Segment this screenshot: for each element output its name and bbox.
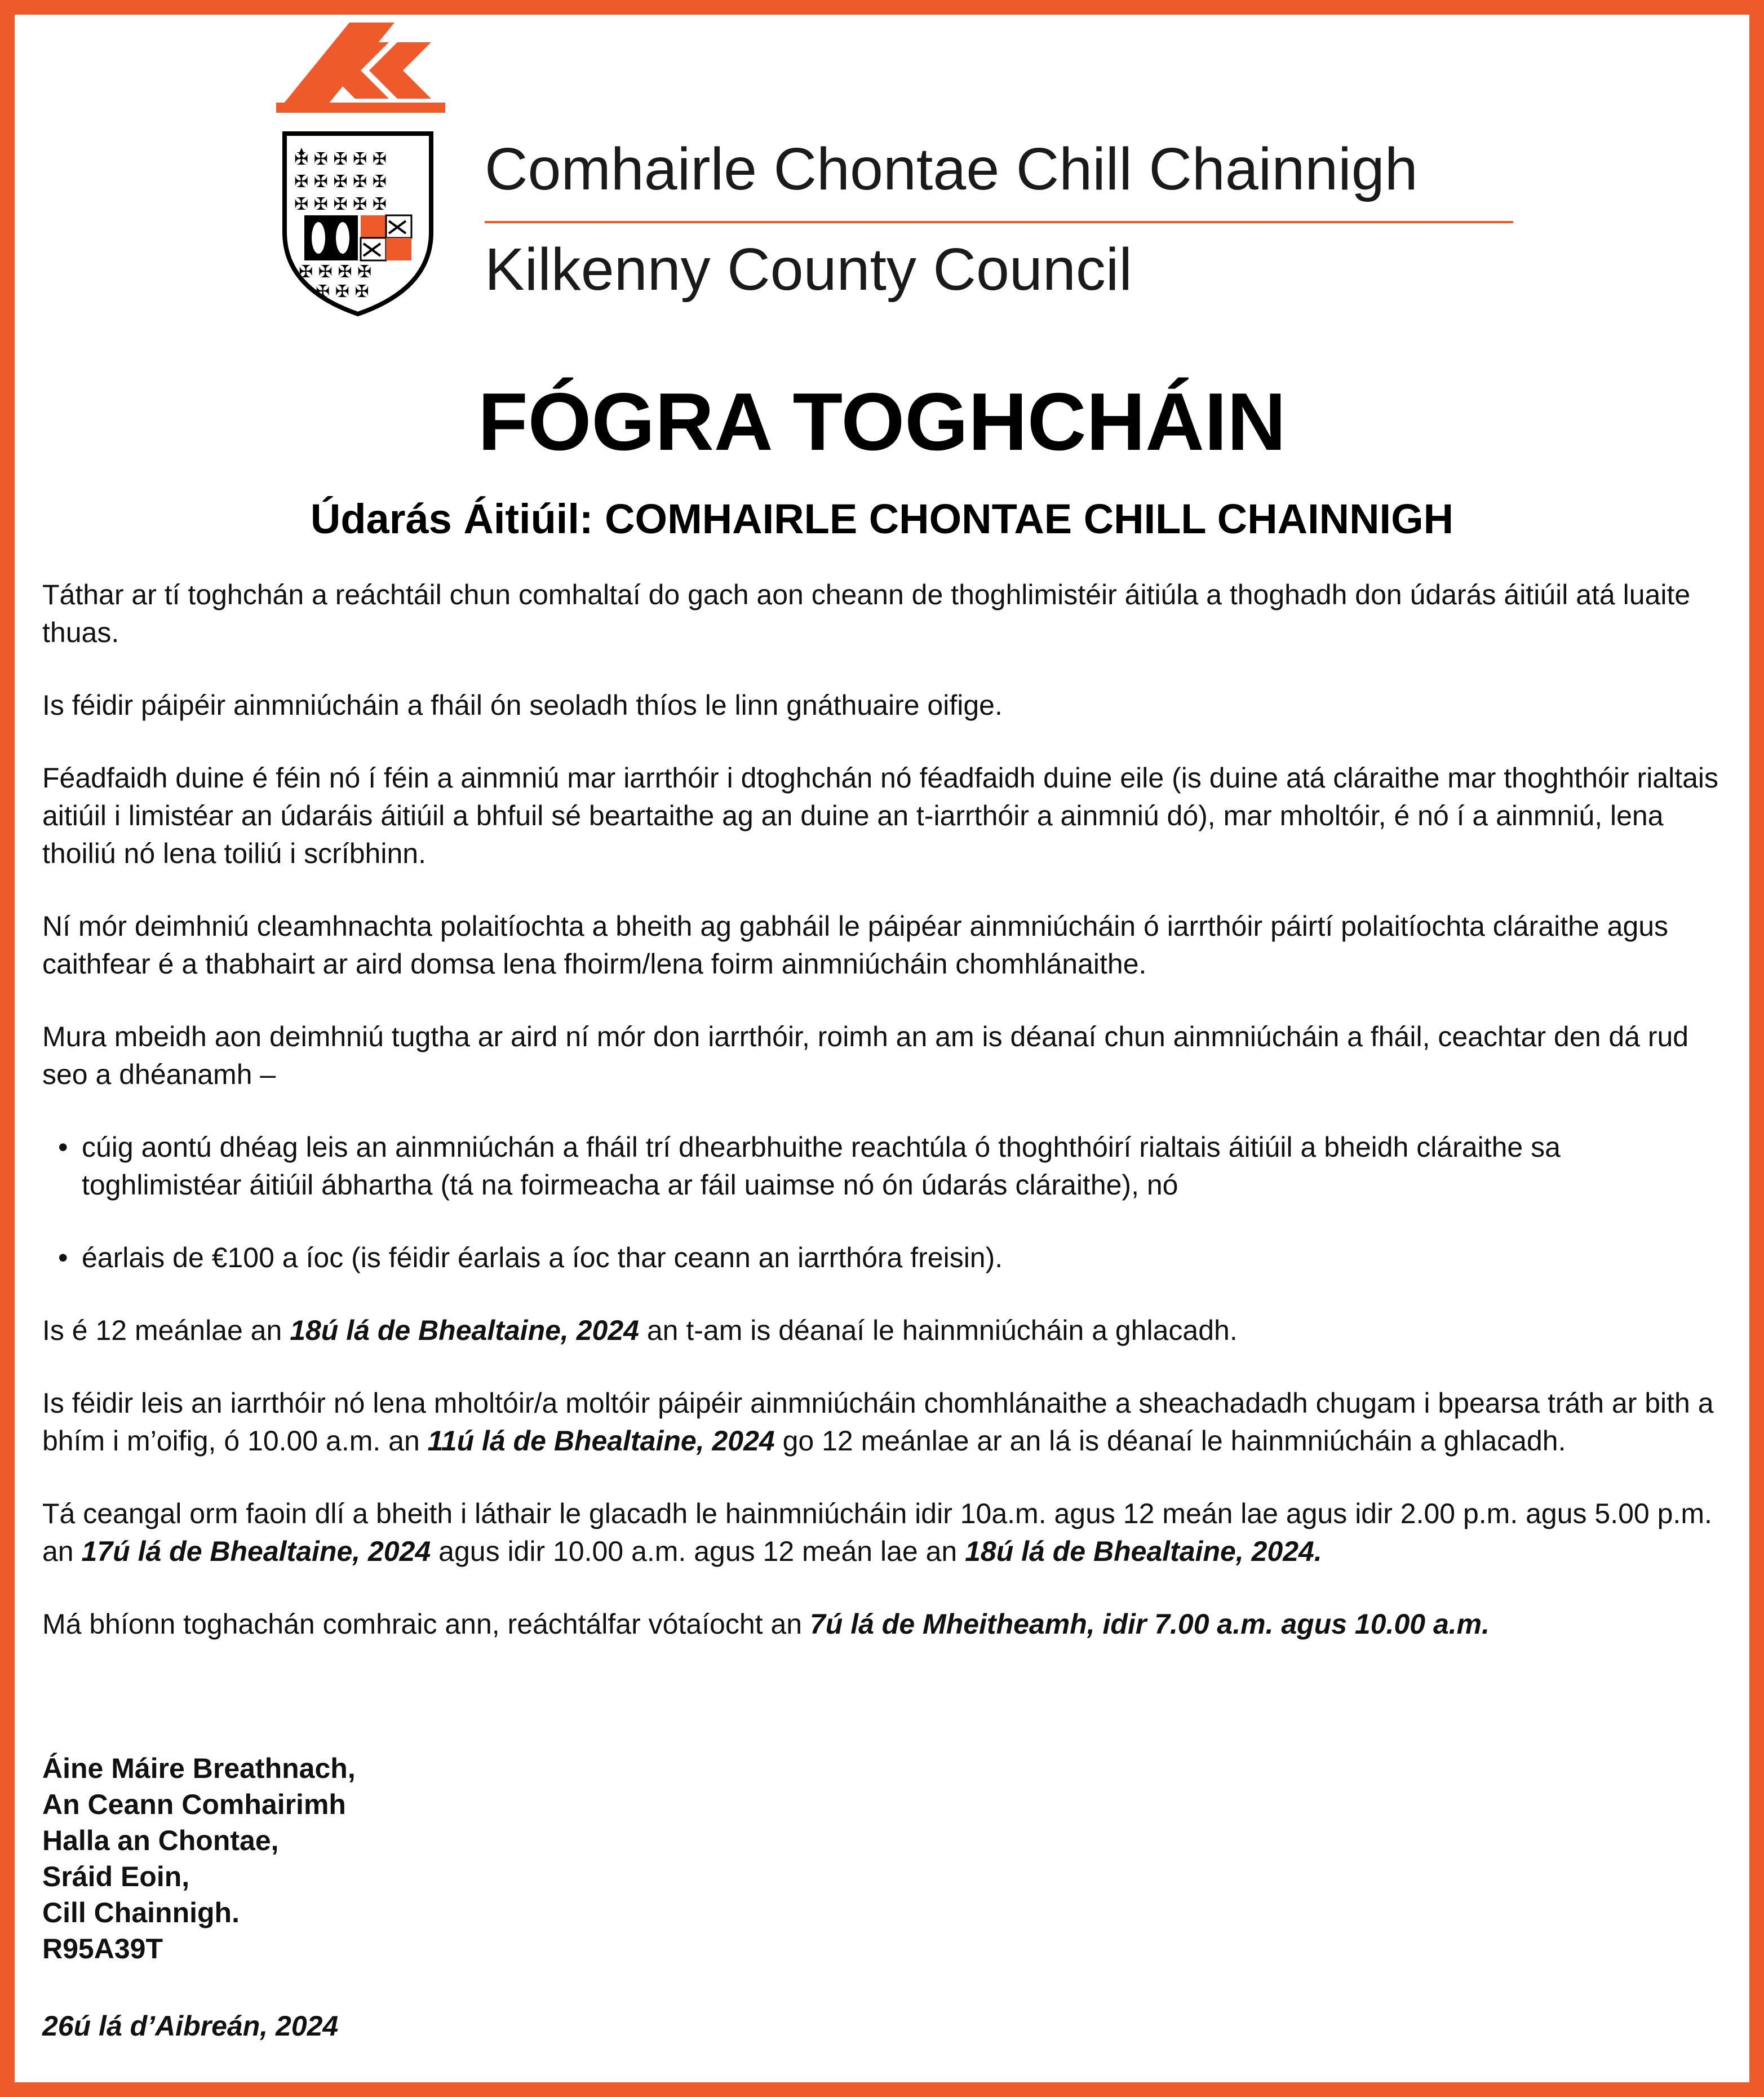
notice-date: 26ú lá d’Aibreán, 2024 <box>42 2010 339 2042</box>
paragraph-8 <box>42 1495 1722 1570</box>
svg-text:✠ ✠ ✠ ✠ ✠: ✠ ✠ ✠ ✠ ✠ <box>294 172 387 192</box>
paragraph-9 <box>42 1605 1722 1643</box>
svg-text:✠ ✠ ✠ ✠ ✠: ✠ ✠ ✠ ✠ ✠ <box>294 194 387 214</box>
signature-block <box>42 1750 356 1967</box>
requirements-list <box>42 1129 1722 1277</box>
address-line-1: Halla an Chontae, <box>42 1825 279 1856</box>
notice-title: FÓGRA TOGHCHÁIN <box>478 376 1286 467</box>
paragraph-7-date: 11ú lá de Bhealtaine, 2024 <box>427 1425 775 1457</box>
notice-body <box>42 576 1722 1678</box>
paragraph-7 <box>42 1384 1722 1460</box>
paragraph-6-text: Is é 12 meánlae an <box>42 1315 290 1346</box>
list-item: • cúig aontú dhéag leis an ainmniúchán a fháil trí dhearbhuithe reachtúla ó thoghthóirí rialtais áitiúil a bheidh cláraithe sa toghlimistéar áitiúil ábhartha (tá na foirmeacha ar fáil uaimse nó ón údarás cláraithe), nó <box>42 1129 1722 1204</box>
paragraph-4: Ní mór deimhniú cleamhnachta polaitíochta a bheith ag gabháil le páipéar ainmniúcháin ó iarrthóir páirtí polaitíochta cláraithe agus caithfear é a thabhairt ar aird domsa lena fhoirm/lena foirm ainmniúcháin chomhlánaithe. <box>42 910 1669 980</box>
council-name-irish: Comhairle Chontae Chill Chainnigh <box>485 136 1418 202</box>
list-item: • éarlais de €100 a íoc (is féidir éarlais a íoc thar ceann an iarrthóra freisin). <box>42 1239 1722 1277</box>
council-logo-chevrons-icon <box>276 23 445 113</box>
council-name-english: Kilkenny County Council <box>485 236 1132 303</box>
paragraph-7-text: Is féidir leis an iarrthóir nó lena mholtóir/a moltóir páipéir ainmniúcháin chomhlánaithe a sheachadadh chugam i bpearsa tráth ar bith a bhím i m’oifig, ó 10.00 a.m. an <box>42 1387 1714 1457</box>
paragraph-1: Táthar ar tí toghchán a reáchtáil chun comhaltaí do gach aon cheann de thoghlimistéir áitiúla a thoghadh don údarás áitiúil atá luaite thuas. <box>42 579 1691 648</box>
address-line-3: Cill Chainnigh. <box>42 1897 240 1928</box>
paragraph-5: Mura mbeidh aon deimhniú tugtha ar aird ní mór don iarrthóir, roimh an am is déanaí chun ainmniúcháin a fháil, ceachtar den dá rud seo a dhéanamh – <box>42 1021 1689 1090</box>
signatory-name: Áine Máire Breathnach, <box>42 1753 356 1784</box>
paragraph-9-date: 7ú lá de Mheitheamh, idir 7.00 a.m. agus 10.00 a.m. <box>809 1608 1490 1640</box>
paragraph-8-date-2: 18ú lá de Bhealtaine, 2024. <box>965 1536 1322 1567</box>
header-divider <box>485 221 1513 223</box>
svg-text:✠ ✠ ✠ ✠ ✠: ✠ ✠ ✠ ✠ ✠ <box>294 149 387 169</box>
paragraph-3: Féadfaidh duine é féin nó í féin a ainmniú mar iarrthóir i dtoghchán nó féadfaidh duine eile (is duine atá cláraithe mar thoghthóir rialtais aitiúil i limistéar an údaráis áitiúil a bhfuil sé beartaithe ag an duine an t-iarrthóir a ainmniú dó), mar mholtóir, é nó í a ainmniú, lena thoiliú nó lena toiliú i scríbhinn. <box>42 762 1719 869</box>
paragraph-8-text-mid: agus idir 10.00 a.m. agus 12 meán lae an <box>431 1536 965 1567</box>
paragraph-6 <box>42 1312 1722 1350</box>
coat-of-arms-icon <box>282 131 434 317</box>
address-line-2: Sráid Eoin, <box>42 1861 190 1892</box>
svg-text:✠ ✠ ✠: ✠ ✠ ✠ <box>316 282 369 302</box>
paragraph-6-text-end: an t-am is déanaí le hainmniúcháin a ghlacadh. <box>639 1315 1238 1346</box>
paragraph-7-text-end: go 12 meánlae ar an lá is déanaí le hainmniúcháin a ghlacadh. <box>774 1425 1566 1457</box>
svg-text:✠ ✠ ✠ ✠: ✠ ✠ ✠ ✠ <box>299 262 372 282</box>
notice-subtitle: Údarás Áitiúil: COMHAIRLE CHONTAE CHILL CHAINNIGH <box>310 496 1454 542</box>
paragraph-8-text: Tá ceangal orm faoin dlí a bheith i láthair le glacadh le hainmniúcháin idir 10a.m. agus 12 meán lae agus idir 2.00 p.m. agus 5.00 p.m. an <box>42 1498 1712 1567</box>
paragraph-2: Is féidir páipéir ainmniúcháin a fháil ón seoladh thíos le linn gnáthuaire oifige. <box>42 689 1003 721</box>
paragraph-6-date: 18ú lá de Bhealtaine, 2024 <box>290 1315 639 1346</box>
eircode: R95A39T <box>42 1933 163 1965</box>
paragraph-8-date-1: 17ú lá de Bhealtaine, 2024 <box>81 1536 431 1567</box>
paragraph-9-text: Má bhíonn toghachán comhraic ann, reáchtálfar vótaíocht an <box>42 1608 810 1640</box>
signatory-role: An Ceann Comhairimh <box>42 1789 346 1820</box>
